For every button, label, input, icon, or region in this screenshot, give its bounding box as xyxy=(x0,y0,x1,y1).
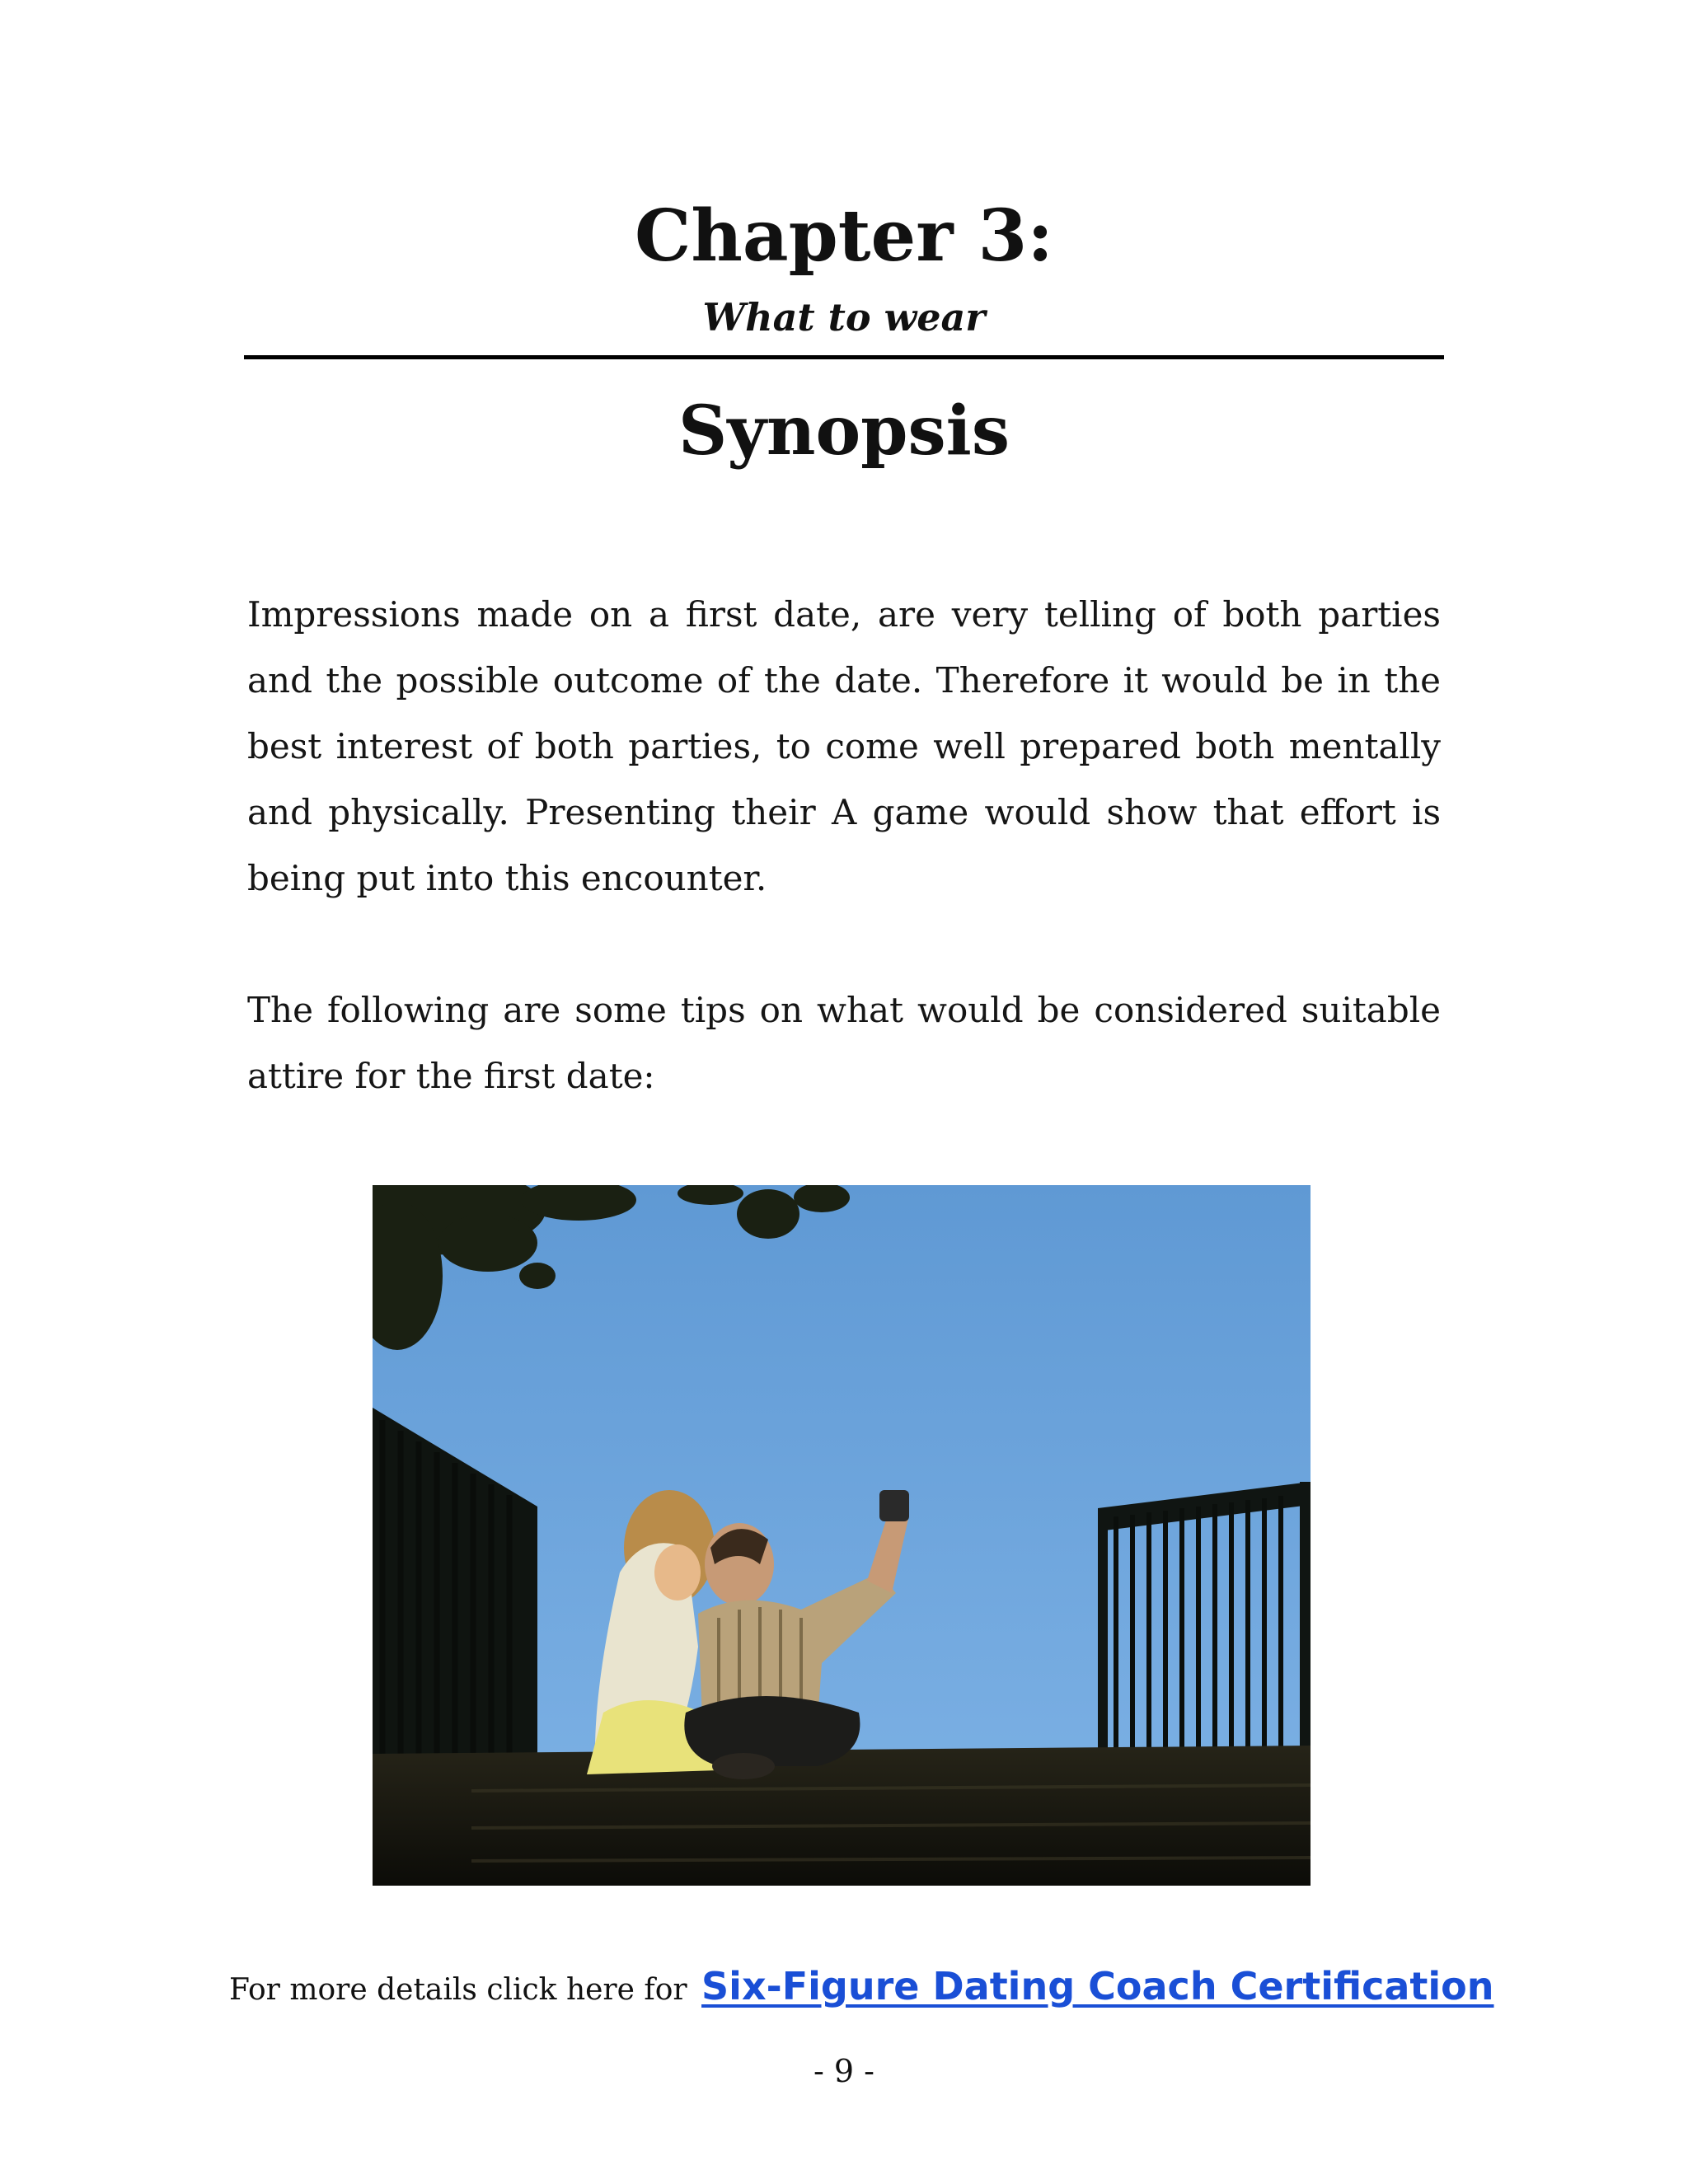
chapter-title: Chapter 3: xyxy=(634,194,1054,278)
certification-link[interactable]: Six-Figure Dating Coach Certification xyxy=(701,1964,1494,2008)
body-paragraph-1: Impressions made on a first date, are very telling of both parties and the possible outcome of the date. Therefore it would be in the best interest of both parties, to come well prepared both mentally and physically. Presenting their A game would show that effort is being put into this encounter. xyxy=(247,594,1441,898)
page-number: - 9 - xyxy=(813,2053,874,2089)
footer-prefix: For more details click here for xyxy=(229,1973,687,2007)
title-divider xyxy=(244,355,1444,359)
chapter-subtitle: What to wear xyxy=(702,295,986,340)
body-paragraph-2: The following are some tips on what would be considered suitable attire for the first date: xyxy=(247,990,1441,1096)
footer-promo xyxy=(229,1957,1494,2019)
section-title: Synopsis xyxy=(678,391,1010,471)
couple-selfie-photo xyxy=(373,1185,1311,1886)
